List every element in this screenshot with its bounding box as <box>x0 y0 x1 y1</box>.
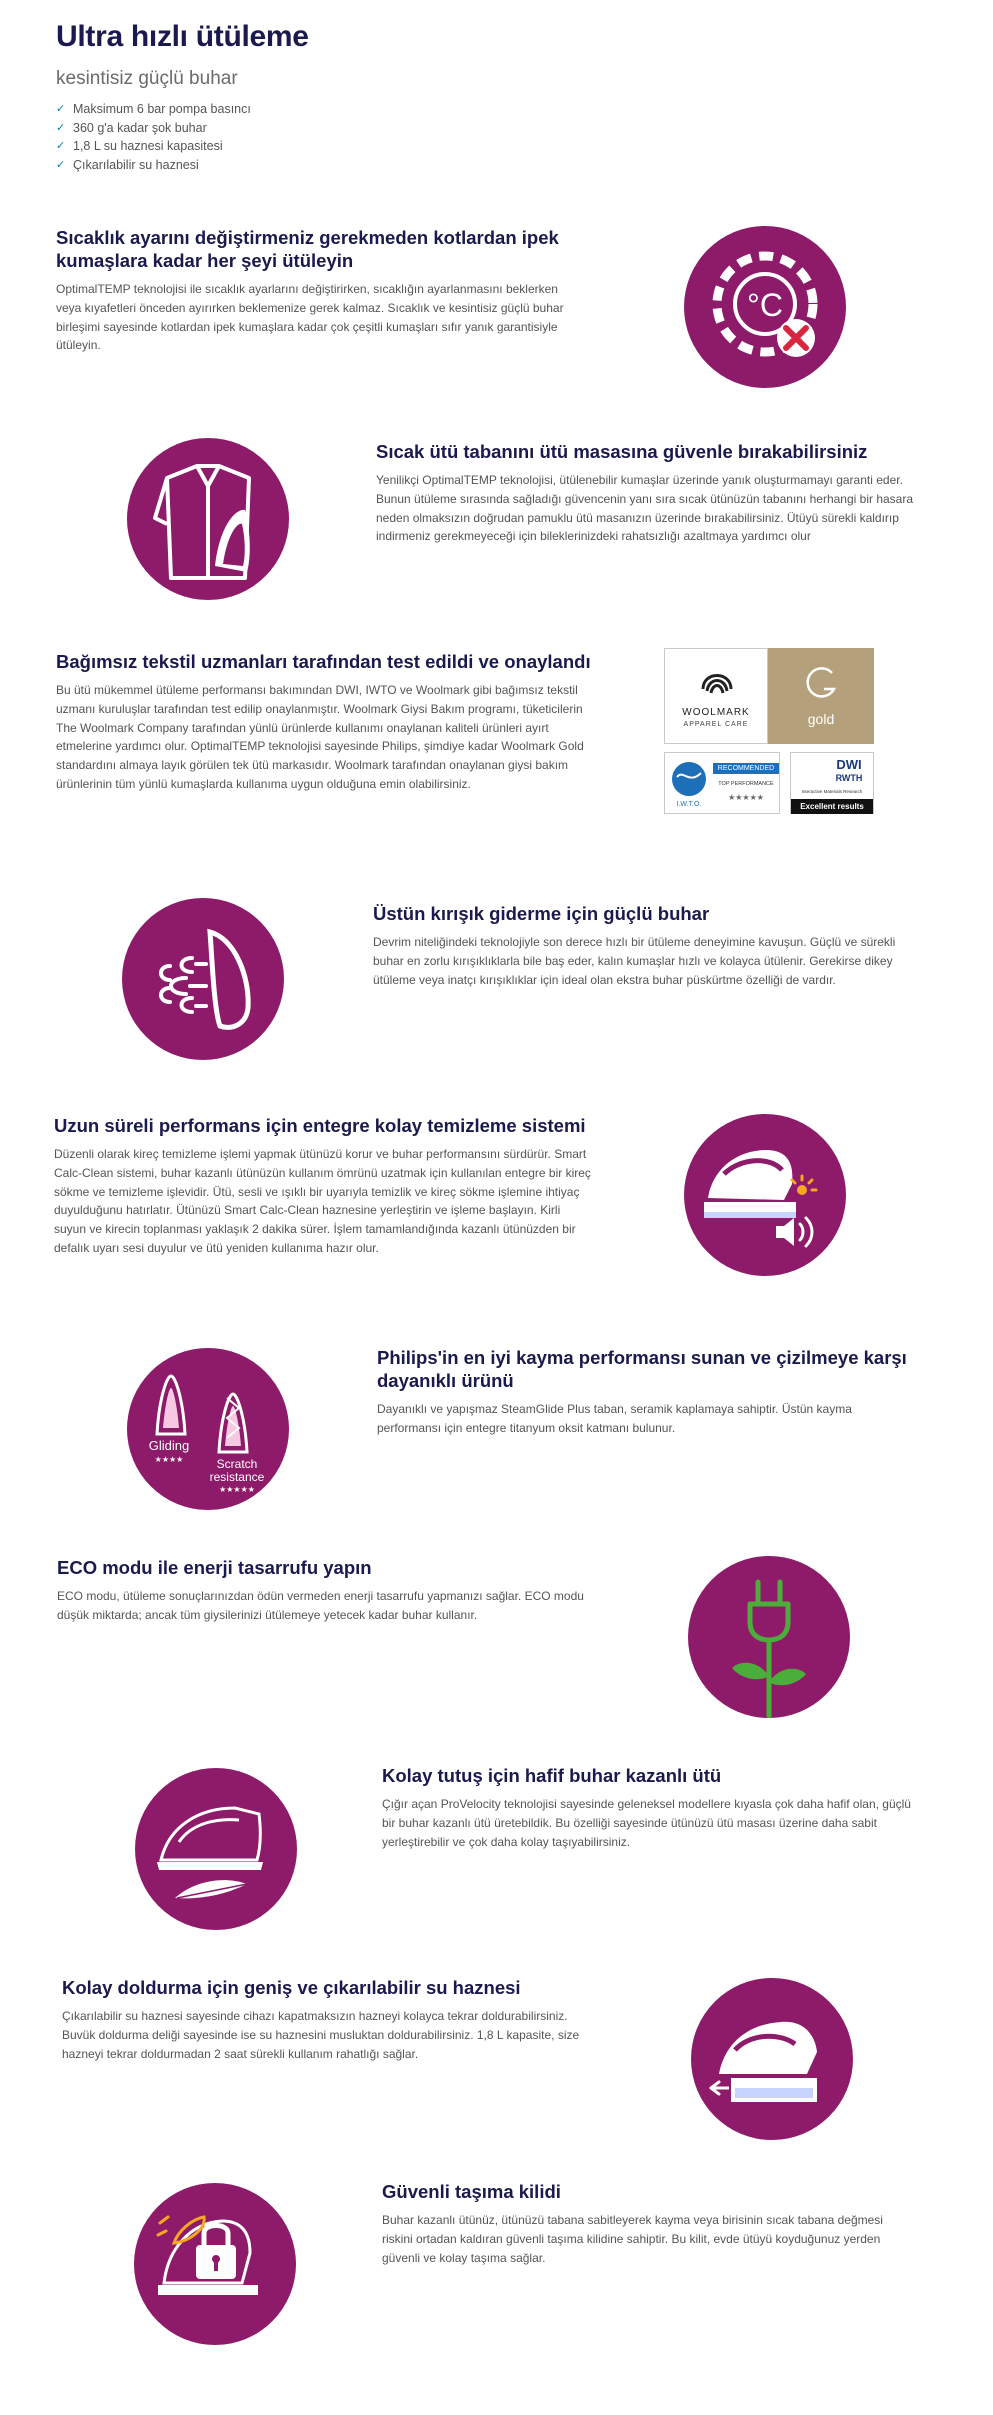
feature-optimaltemp <box>56 226 576 355</box>
feature-title: Philips'in en iyi kayma performansı sunan ve çizilmeye karşı dayanıklı ürünü <box>377 1347 907 1391</box>
feature-title: Üstün kırışık giderme için güçlü buhar <box>373 903 710 924</box>
feature-body: Çığır açan ProVelocity teknolojisi sayesinde geleneksel modellere kıyasla çok daha hafif olan, güçlü bir buhar kazanlı ütü üretebildik. Bu özelliği sayesinde ütünüzü ütü masası üzerine daha sabit yerleştirebilir ve çok daha kolay taşıyabilirsiniz. <box>382 1797 911 1849</box>
feature-body: Çıkarılabilir su haznesi sayesinde cihazı kapatmaksızın hazneyi kolayca tekrar doldurabilirsiniz. Buvük doldurma deliği sayesinde ise su haznesini musluktan doldurabilirsiniz. 1,8 L kapasite, size hazneyi tekrar doldurmadan 2 saat sürekli kullanım rahatlığı sağlar. <box>62 2009 580 2061</box>
feature-lightweight <box>382 1764 912 1851</box>
gold-badge <box>768 648 874 744</box>
dwi-label: DWI <box>836 757 862 772</box>
feature-body: OptimalTEMP teknolojisi ile sıcaklık ayarlarını değiştirirken, sıcaklığın ayarlanmasını beklerken veya kıyafetleri önceden ayırırken beklemenize gerek kalmaz. Sıcaklık ve kesintisiz güçlü buhar birleşimi sayesinde kotlardan ipek kumaşlara kadar çok çeşitli kumaşları sıfır yanık garantisiyle ütüleyin. <box>56 282 564 353</box>
woolmark-badge <box>664 648 768 744</box>
feature-body: Yenilikçi OptimalTEMP teknolojisi, ütülenebilir kumaşlar üzerinde yanık oluşturmamayı garanti eder. Bunun ütüleme sırasında sağladığı güvencenin yanı sıra sıcak ütünüzün tabanını herhangi bir hasara neden olmaksızın doğrudan pamuklu ütü masanızın üzerinde bırakabilirsiniz. Ütüyü sürekli kaldırıp indirmeniz gerekmeyeceği için bileklerinizdeki rahatsızlığı azaltmaya yardımcı olur <box>376 473 914 544</box>
feature-safe-on-board <box>376 440 916 546</box>
feature-water-tank <box>62 1976 602 2063</box>
eco-plug-icon <box>688 1556 850 1718</box>
feature-body: Devrim niteliğindeki teknolojiyle son derece hızlı bir ütüleme deneyimine kavuşun. Güçlü ve sürekli buhar en zorlu kırışıklıklarla bile baş eder, kalın kumaşlar hızlı ve kolayca ütülenir. Gerekirse dikey ütüleme veya inatçı kırışıklıklar için ideal olan ekstra buhar püskürtme özelliği de vardır. <box>373 935 896 987</box>
page-subtitle: kesintisiz güçlü buhar <box>56 68 238 89</box>
certification-badges <box>664 648 874 816</box>
feature-body: Bu ütü mükemmel ütüleme performansı bakımından DWI, IWTO ve Woolmark gibi bağımsız tekstil uzmanı kuruluşlar tarafından test edilip onaylanmıştır. Woolmark Giysi Bakım programı, tüketicilerin The Woolmark Company tarafından yünlü ürünlerde kullanımı onaylanan kaliteli ürünleri ayırt etmelerine yardımcı olur. OptimalTEMP teknolojisi sayesinde Philips, şimdiye kadar Woolmark Gold standardını almaya layık görülen tek ütü markasıdır. Woolmark tarafından onaylanan giysi bakım ürünlerinin tüm yünlü kumaşlarda kullanıma uygun olduğuna emin olabilirsiniz. <box>56 683 584 791</box>
feature-body: Buhar kazanlı ütünüz, ütünüzü tabana sabitleyerek kayma veya birisinin sıcak tabana değmesi riskini ortadan kaldıran güvenli taşıma kilidine sahiptir. Bu kilit, evde ütüyü koyduğunuz yerden güvenli ve kolay taşıma sağlar. <box>382 2213 883 2265</box>
feature-title: Uzun süreli performans için entegre kolay temizleme sistemi <box>54 1115 586 1136</box>
steam-iron-icon <box>122 898 284 1060</box>
feature-body: ECO modu, ütüleme sonuçlarınızdan ödün vermeden enerji tasarrufu yapmanızı sağlar. ECO modu düşük miktarda; ancak tüm giysilerinizi ütülemeye yetecek kadar buhar kullanır. <box>57 1589 584 1622</box>
feature-calc-clean <box>54 1114 594 1258</box>
carry-lock-icon <box>134 2183 296 2345</box>
feature-title: Kolay tutuş için hafif buhar kazanlı ütü <box>382 1765 722 1786</box>
feature-eco-mode <box>57 1556 597 1625</box>
check-icon: ✓ <box>56 158 66 171</box>
feature-carry-lock <box>382 2180 912 2267</box>
feature-title: Kolay doldurma için geniş ve çıkarılabilir su haznesi <box>62 1977 521 1998</box>
feature-body: Düzenli olarak kireç temizleme işlemi yapmak ütünüzü korur ve buhar performansını sürdürür. Smart Calc-Clean sistemi, buhar kazanlı ütünüzün kullanım ömrünü uzatmak için kullanılan entegre bir kireç sökme ve temizleme işlevidir. Ütü, sesli ve ışıklı bir uyarıyla temizlik ve kireç sökme işlemine ihtiyaç duyulduğunu hatırlatır. Ütünüzü Smart Calc-Clean haznesine yerleştirin ve işleme başlayın. Kirli suyun ve kirecin toplanması yaklaşık 2 dakika sürer. İşlem tamamlandığında kazanlı ütünüzden bir defalık uyarı sesi duyulur ve ütü yeniden kullanıma hazır olur. <box>54 1147 591 1255</box>
check-icon: ✓ <box>56 121 66 134</box>
shirt-iron-icon <box>127 438 289 600</box>
hero-bullet-list <box>56 100 656 174</box>
excellent-results-label: Excellent results <box>791 799 873 814</box>
feature-powerful-steam <box>373 902 913 989</box>
check-icon: ✓ <box>56 103 66 115</box>
iwto-badge <box>664 752 780 814</box>
woolmark-label: WOOLMARK <box>682 707 750 718</box>
feature-certified <box>56 650 596 794</box>
list-item: ✓ 360 g'a kadar şok buhar <box>56 119 656 138</box>
resistance-label: resistance <box>209 1470 265 1484</box>
list-item: ✓ 1,8 L su haznesi kapasitesi <box>56 137 656 156</box>
top-performance-label: TOP PERFORMANCE <box>718 781 774 787</box>
feature-title: ECO modu ile enerji tasarrufu yapın <box>57 1557 372 1578</box>
temp-unit-label: °C <box>747 287 783 323</box>
list-item: ✓ Maksimum 6 bar pompa basıncı <box>56 100 656 119</box>
feature-title: Sıcak ütü tabanını ütü masasına güvenle bırakabilirsiniz <box>376 441 868 462</box>
check-icon: ✓ <box>56 140 66 152</box>
scratch-stars: ★★★★★ <box>219 1485 255 1494</box>
page-title: Ultra hızlı ütüleme <box>56 20 309 53</box>
scratch-label: Scratch <box>216 1457 258 1471</box>
woolmark-sub-label: APPAREL CARE <box>683 721 749 728</box>
woolmark-logo-icon <box>697 661 737 701</box>
feature-soleplate <box>377 1346 917 1438</box>
gliding-stars: ★★★★ <box>154 1455 184 1464</box>
lightweight-iron-icon <box>135 1768 297 1930</box>
feature-body: Dayanıklı ve yapışmaz SteamGlide Plus taban, seramik kaplamaya sahiptir. Üstün kayma performansı için entegre titanyum oksit katmanı bulunur. <box>377 1402 852 1435</box>
list-item: ✓ Çıkarılabilir su haznesi <box>56 156 656 175</box>
feature-title: Bağımsız tekstil uzmanları tarafından test edildi ve onaylandı <box>56 651 591 672</box>
recommended-label: RECOMMENDED <box>713 763 779 774</box>
iwto-label: I.W.T.O. <box>676 801 702 808</box>
calc-clean-icon <box>684 1114 846 1276</box>
feature-title: Güvenli taşıma kilidi <box>382 2181 561 2202</box>
rwth-label: RWTH <box>835 773 863 783</box>
feature-title: Sıcaklık ayarını değiştirmeniz gerekmeden kotlardan ipek kumaşlara kadar her şeyi ütüleyin <box>56 227 559 271</box>
gliding-label: Gliding <box>148 1438 190 1453</box>
globe-icon <box>669 759 709 799</box>
iwto-stars: ★★★★★ <box>728 793 764 802</box>
gold-logo-icon <box>804 665 840 701</box>
gold-label: gold <box>807 711 835 727</box>
water-tank-icon <box>691 1978 853 2140</box>
temperature-icon <box>684 226 846 388</box>
dwi-sub-label: Interactive Materials Research <box>801 789 863 794</box>
hero-section <box>56 20 656 174</box>
soleplate-icon <box>127 1348 289 1510</box>
dwi-badge <box>790 752 874 814</box>
